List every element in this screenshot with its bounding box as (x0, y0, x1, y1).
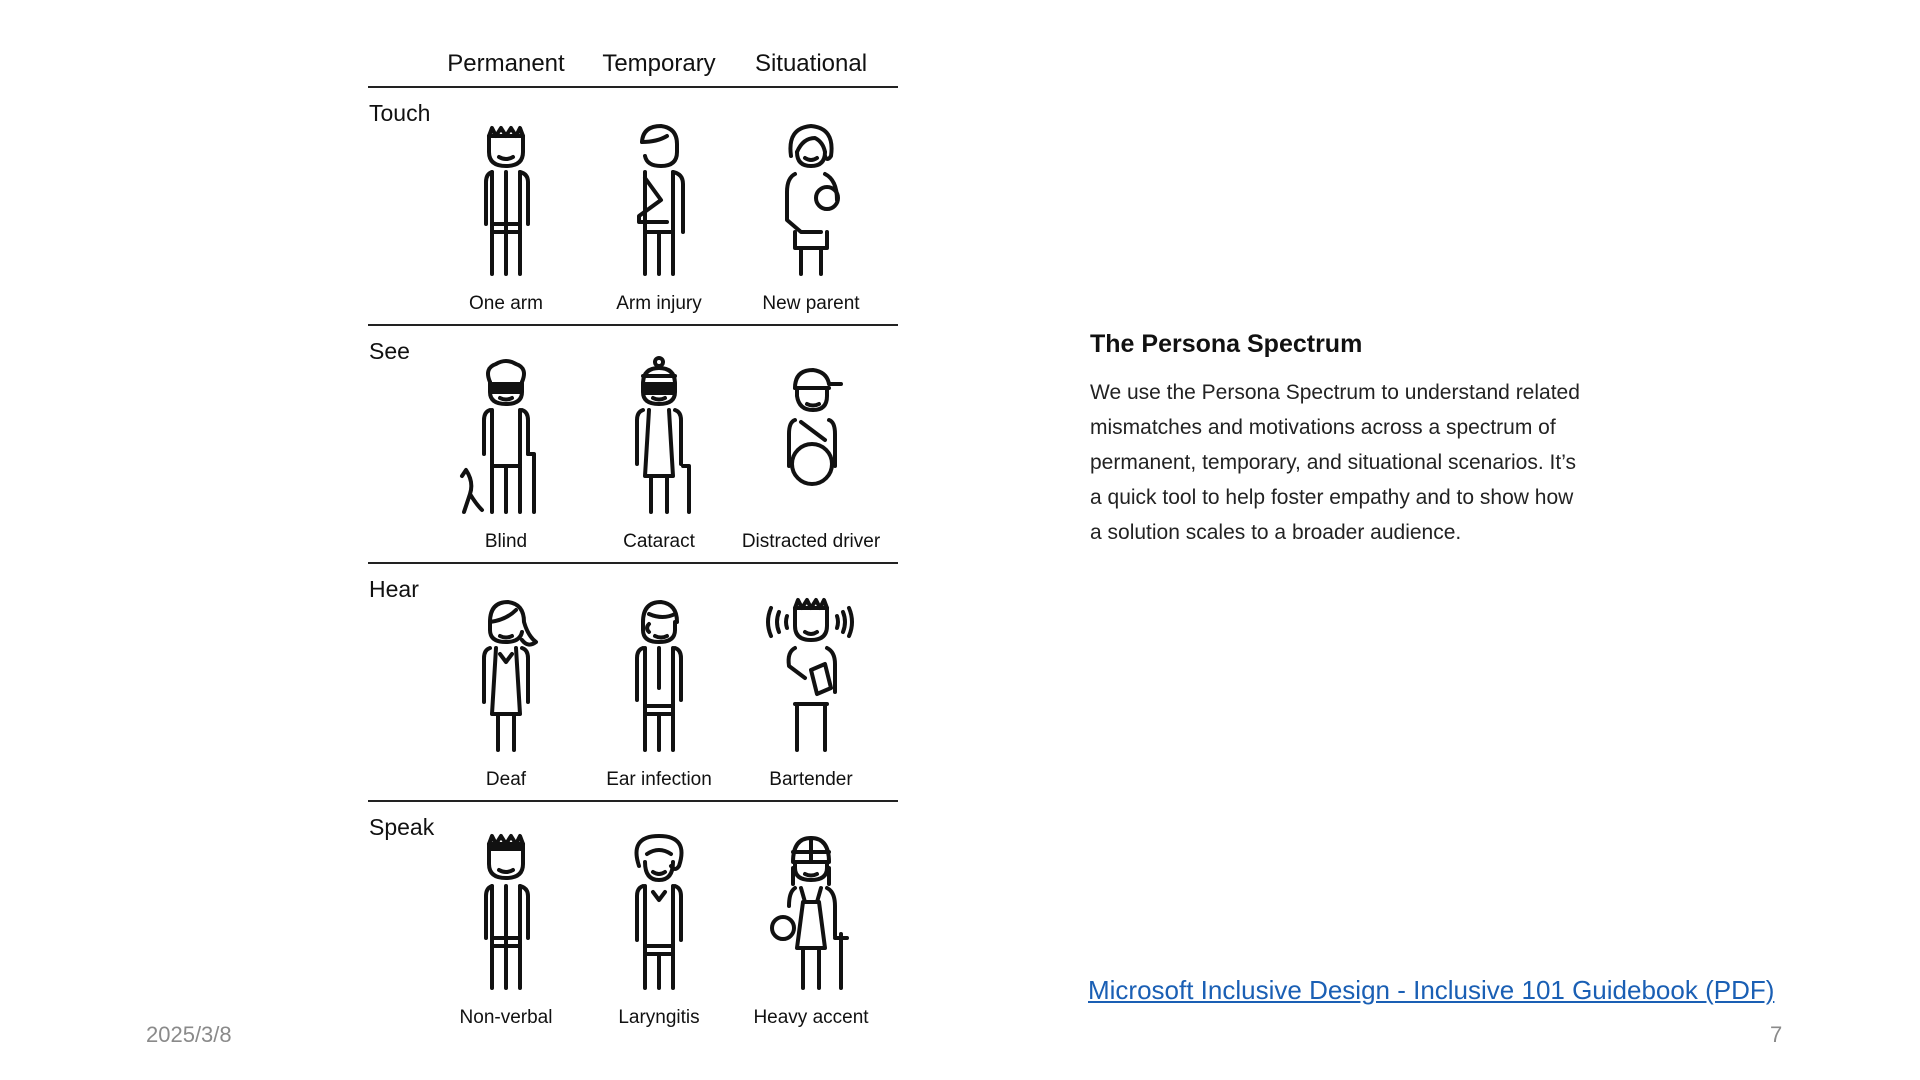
cataract-person-icon (609, 354, 709, 524)
row-touch (368, 88, 900, 326)
heavy-accent-person-icon (761, 830, 861, 1000)
cell-arm-injury (582, 116, 736, 322)
cell-laryngitis (582, 830, 736, 1036)
persona-spectrum-description (1090, 330, 1610, 550)
caption-ear-infection: Ear infection (606, 769, 712, 790)
caption-non-verbal: Non-verbal (459, 1007, 553, 1028)
cell-distracted-driver (734, 354, 888, 560)
laryngitis-person-icon (609, 830, 709, 1000)
persona-spectrum-figure (368, 44, 900, 1044)
ear-infection-person-icon (609, 592, 709, 762)
non-verbal-person-icon (456, 830, 556, 1000)
caption-arm-injury: Arm injury (616, 293, 702, 314)
cell-non-verbal (429, 830, 583, 1036)
guidebook-link[interactable]: Microsoft Inclusive Design - Inclusive 101 Guidebook (PDF) (1088, 975, 1775, 1005)
row-speak (368, 802, 900, 1040)
caption-laryngitis: Laryngitis (618, 1007, 700, 1028)
row-label-hear: Hear (369, 576, 419, 602)
page-number: 7 (1770, 1022, 1783, 1047)
row-label-speak: Speak (369, 814, 435, 840)
bartender-person-icon (761, 592, 861, 762)
caption-bartender: Bartender (769, 769, 853, 790)
blind-person-icon (456, 354, 556, 524)
cell-ear-infection (582, 592, 736, 798)
column-header-permanent: Permanent (447, 50, 565, 77)
footer-date: 2025/3/8 (146, 1022, 232, 1047)
caption-cataract: Cataract (623, 531, 695, 552)
figure-header-row (368, 44, 900, 82)
deaf-person-icon (456, 592, 556, 762)
cell-heavy-accent (734, 830, 888, 1036)
caption-one-arm: One arm (469, 293, 543, 314)
cell-new-parent (734, 116, 888, 322)
row-label-see: See (369, 338, 410, 364)
new-parent-person-icon (761, 116, 861, 286)
cell-one-arm (429, 116, 583, 322)
cell-cataract (582, 354, 736, 560)
arm-injury-person-icon (609, 116, 709, 286)
description-body: We use the Persona Spectrum to understand related mismatches and motivations across a spectrum of permanent, temporary, and situational scenarios. It’s a quick tool to help foster empathy and to show how a solution scales to a broader audience. (1090, 381, 1580, 544)
row-hear (368, 564, 900, 802)
cell-blind (429, 354, 583, 560)
cell-bartender (734, 592, 888, 798)
row-see (368, 326, 900, 564)
caption-new-parent: New parent (762, 293, 860, 314)
one-arm-person-icon (456, 116, 556, 286)
distracted-driver-icon (761, 354, 861, 524)
caption-deaf: Deaf (485, 769, 527, 790)
cell-deaf (429, 592, 583, 798)
row-label-touch: Touch (369, 100, 431, 126)
caption-blind: Blind (484, 531, 528, 552)
caption-distracted-driver: Distracted driver (741, 531, 881, 552)
column-header-temporary: Temporary (602, 50, 716, 77)
caption-heavy-accent: Heavy accent (753, 1007, 869, 1028)
column-header-situational: Situational (754, 50, 868, 77)
description-title: The Persona Spectrum (1090, 330, 1363, 358)
